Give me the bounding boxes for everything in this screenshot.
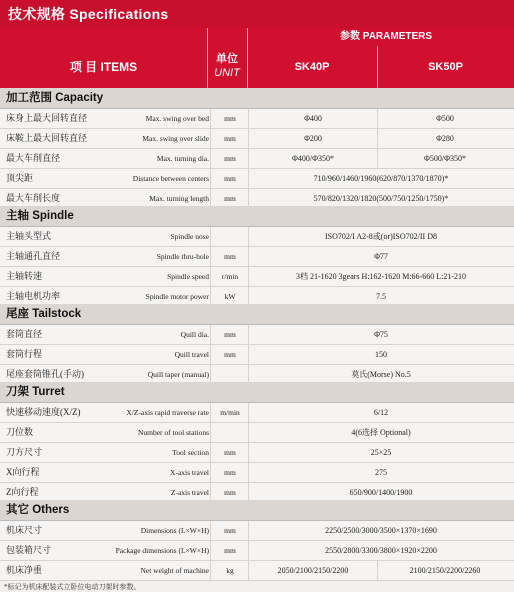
table-row (0, 403, 514, 423)
model-sk50p-header: SK50P (428, 61, 463, 73)
row-label-en: Distance between centers (132, 174, 209, 183)
divider (247, 28, 248, 46)
value-sk50p: Φ500 (436, 114, 454, 123)
unit-header (207, 52, 247, 80)
table-row (0, 169, 514, 189)
table-row (0, 325, 514, 345)
row-label-en: X/Z-axis rapid traverse rate (126, 408, 209, 417)
value-shared: 275 (375, 468, 387, 477)
table-row (0, 423, 514, 443)
row-label-en: Quill dia. (180, 330, 209, 339)
page-title: 技术规格 Specifications (0, 0, 514, 28)
row-label-en: Max. swing over bed (145, 114, 209, 123)
row-label-cn: 最大车削长度 (6, 193, 61, 203)
table-row (0, 109, 514, 129)
value-shared: 710/960/1460/1960(620/870/1370/1870)* (313, 174, 449, 183)
table-row (0, 521, 514, 541)
table-row (0, 149, 514, 169)
table-header (0, 46, 514, 88)
value-sk40p: Φ400 (304, 114, 322, 123)
row-label-cn: Z向行程 (6, 487, 39, 497)
parameters-header (0, 28, 514, 46)
table-row (0, 561, 514, 581)
value-sk40p: Φ400/Φ350* (292, 154, 334, 163)
row-label-en: Spindle thru-hole (156, 252, 209, 261)
row-unit: mm (224, 546, 236, 555)
row-label-en: Spindle speed (167, 272, 209, 281)
value-shared: 4(6选择 Optional) (351, 428, 411, 437)
parameters-label: 参数 PARAMETERS (340, 31, 433, 42)
value-shared: 650/900/1400/1900 (349, 488, 413, 497)
value-sk50p: Φ280 (436, 134, 454, 143)
unit-header-en: UNIT (214, 67, 240, 79)
row-label-en: Max. turning length (149, 194, 209, 203)
row-unit: mm (224, 468, 236, 477)
row-label-en: Max. swing over slide (142, 134, 209, 143)
table-row (0, 541, 514, 561)
row-unit: mm (224, 114, 236, 123)
row-label-en: Number of tool stations (137, 428, 209, 437)
value-shared: 2550/2800/3300/3800×1920×2200 (325, 546, 437, 555)
row-label-en: Quill travel (174, 350, 209, 359)
row-label-cn: 床鞍上最大回转直径 (6, 133, 88, 143)
value-sk50p: Φ500/Φ350* (424, 154, 466, 163)
row-unit: mm (224, 154, 236, 163)
row-label-cn: 套筒行程 (6, 349, 43, 359)
value-shared: 6/12 (373, 408, 389, 417)
row-label-en: Dimensions (L×W×H) (140, 526, 209, 535)
row-label-cn: 包装箱尺寸 (6, 545, 52, 555)
section-spindle: 主轴 Spindle (0, 206, 514, 227)
value-shared: 7.5 (376, 292, 386, 301)
row-unit: kW (224, 292, 236, 301)
value-shared: 150 (375, 350, 387, 359)
value-shared: Φ77 (374, 252, 388, 261)
row-label-cn: 最大车削直径 (6, 153, 61, 163)
row-unit (212, 423, 248, 442)
row-label-cn: 刀位数 (6, 427, 34, 437)
row-label-en: Net weight of machine (140, 566, 209, 575)
row-label-cn: 机床净重 (6, 565, 43, 575)
row-label-en: Spindle motor power (145, 292, 209, 301)
value-shared: ISO702/I A2-8或(or)ISO702/II D8 (325, 232, 437, 241)
row-label-cn: 顶尖距 (6, 173, 34, 183)
row-label-cn: 尾座套筒锥孔(手动) (6, 369, 84, 379)
row-label-cn: 机床尺寸 (6, 525, 43, 535)
footnote: *标记为机床配装式立卧位电动刀架时参数。 (4, 583, 141, 591)
row-label-cn: 主轴转速 (6, 271, 43, 281)
row-unit: mm (224, 252, 236, 261)
row-label-cn: 快速移动速度(X/Z) (6, 407, 81, 417)
row-label-cn: 主轴头型式 (6, 231, 52, 241)
divider (207, 28, 208, 46)
value-shared: 3档 21-1620 3gears H:162-1620 M:66-660 L:21-210 (296, 272, 466, 281)
value-shared: 莫氏(Morse) No.5 (351, 370, 411, 379)
section-turret: 刀架 Turret (0, 382, 514, 403)
row-unit (212, 227, 248, 246)
value-sk40p: Φ200 (304, 134, 322, 143)
items-header: 项 目 ITEMS (69, 60, 138, 74)
row-unit: mm (224, 174, 236, 183)
section-tailstock: 尾座 Tailstock (0, 304, 514, 325)
table-row (0, 267, 514, 287)
row-unit: mm (224, 526, 236, 535)
value-shared: Φ75 (374, 330, 388, 339)
section-others: 其它 Others (0, 500, 514, 521)
table-row (0, 345, 514, 365)
row-unit: r/min (221, 272, 239, 281)
row-unit: mm (224, 488, 236, 497)
section-capacity: 加工范围 Capacity (0, 88, 514, 109)
table-row (0, 227, 514, 247)
row-unit: mm (224, 330, 236, 339)
row-label-cn: 刀方尺寸 (6, 447, 43, 457)
value-shared: 570/820/1320/1820(500/750/1250/1750)* (313, 194, 449, 203)
table-row (0, 463, 514, 483)
row-label-en: Package dimensions (L×W×H) (115, 546, 209, 555)
row-unit: m/min (220, 408, 240, 417)
row-unit: mm (224, 350, 236, 359)
row-unit: kg (226, 566, 234, 575)
row-label-en: Tool section (172, 448, 209, 457)
table-row (0, 443, 514, 463)
row-label-cn: 床身上最大回转直径 (6, 113, 88, 123)
row-unit: mm (224, 134, 236, 143)
row-label-cn: 主轴通孔直径 (6, 251, 61, 261)
row-label-en: Z-axis travel (170, 488, 209, 497)
value-shared: 2250/2500/3000/3500×1370×1690 (325, 526, 437, 535)
row-unit: mm (224, 194, 236, 203)
row-label-cn: 套筒直径 (6, 329, 43, 339)
row-label-en: Quill taper (manual) (147, 370, 209, 379)
row-label-cn: 主轴电机功率 (6, 291, 61, 301)
model-sk40p-header: SK40P (294, 61, 330, 73)
row-label-en: X-axis travel (170, 468, 209, 477)
row-label-cn: X向行程 (6, 467, 40, 477)
row-label-en: Max. turning dia. (156, 154, 209, 163)
row-unit: mm (224, 448, 236, 457)
unit-header-cn: 单位 (216, 53, 238, 65)
value-sk40p: 2050/2100/2150/2200 (277, 566, 349, 575)
row-label-en: Spindle nose (170, 232, 209, 241)
table-row (0, 247, 514, 267)
value-sk50p: 2100/2150/2200/2260 (409, 566, 481, 575)
table-row (0, 129, 514, 149)
value-shared: 25×25 (370, 448, 392, 457)
